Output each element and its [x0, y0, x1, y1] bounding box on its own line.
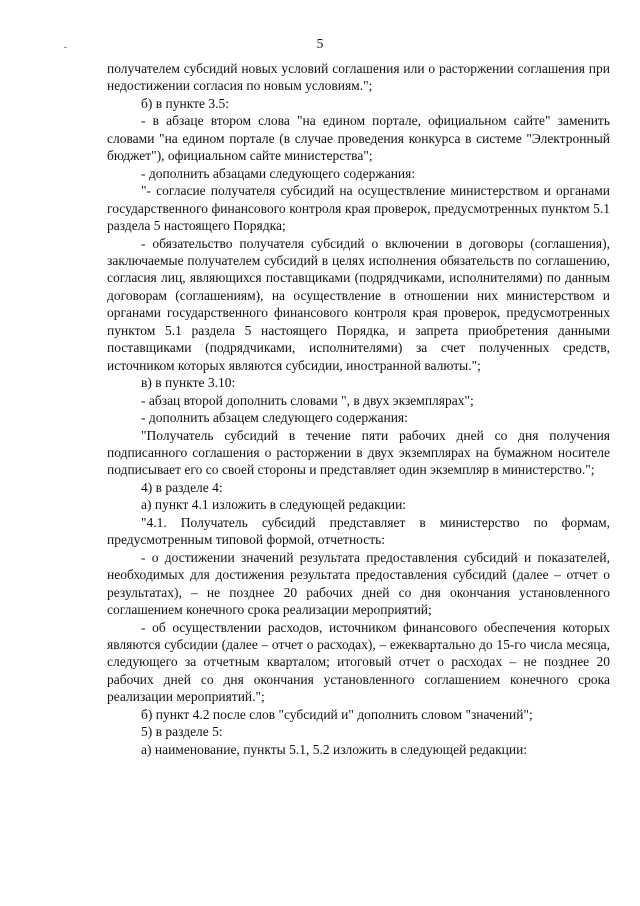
paragraph: - дополнить абзацами следующего содержания: — [141, 165, 416, 181]
paragraph: - в абзаце втором слова "на едином портале, официальном сайте" заменить словами "на едином портале (в случае проведения конкурса в системе "Электронный бюджет"), официальном сайте министерства"; — [107, 113, 610, 164]
paragraph: "4.1. Получатель субсидий представляет в министерство по формам, предусмотренным типовой формой, отчетность: — [107, 514, 610, 548]
paragraph: "Получатель субсидий в течение пяти рабочих дней со дня получения подписанного соглашения о расторжении в двух экземплярах на бумажном носителе подписывает его со своей стороны и представляет один экземпляр в министерство."; — [107, 427, 610, 478]
paragraph: - об осуществлении расходов, источником финансового обеспечения которых являются субсидии (далее – отчет о расходах), – ежеквартально до 15-го числа месяца, следующего за отчетным кварталом; итоговый отчет о расходах – не позднее 20 рабочих дней со дня окончания установленного соглашением конечного срока реализации мероприятий."; — [107, 619, 610, 705]
paragraph: б) в пункте 3.5: — [141, 95, 229, 111]
paragraph: - дополнить абзацем следующего содержания: — [141, 410, 408, 426]
paragraph: "- согласие получателя субсидий на осуществление министерством и органами государственного финансового контроля края проверок, предусмотренных пунктом 5.1 раздела 5 настоящего Порядка; — [107, 183, 610, 234]
paragraph: - обязательство получателя субсидий о включении в договоры (соглашения), заключаемые получателем субсидий в целях исполнения обязательств по соглашению, согласия лиц, являющихся поставщиками (подрядчиками, исполнителями) по данным договорам (соглашениям), на осуществление в отношении них министерством и органами государственного финансового контроля края проверок, предусмотренных пунктом 5.1 раздела 5 настоящего Порядка, и запрета приобретения данными поставщиками (подрядчиками, исполнителями) за счет полученных средств, источником которых являются субсидии, иностранной валюты."; — [107, 235, 610, 373]
paragraph: 5) в разделе 5: — [141, 724, 223, 740]
paragraph: б) пункт 4.2 после слов "субсидий и" дополнить словом "значений"; — [141, 706, 533, 722]
paragraph: а) пункт 4.1 изложить в следующей редакции: — [141, 497, 407, 513]
document-body — [107, 60, 610, 758]
paragraph: - о достижении значений результата предоставления субсидий и показателей, необходимых для достижения результата предоставления субсидий (далее – отчет о результатах), – не позднее 20 рабочих дней со дня окончания установленного соглашением конечного срока реализации мероприятий; — [107, 549, 610, 618]
page-number: 5 — [316, 36, 324, 51]
paragraph: 4) в разделе 4: — [141, 479, 223, 495]
paragraph: - абзац второй дополнить словами ", в двух экземплярах"; — [141, 392, 474, 408]
paragraph: в) в пункте 3.10: — [141, 375, 236, 391]
paragraph: получателем субсидий новых условий соглашения или о расторжении соглашения при недостижении согласия по новым условиям."; — [107, 61, 610, 94]
paragraph: а) наименование, пункты 5.1, 5.2 изложить в следующей редакции: — [141, 741, 528, 757]
